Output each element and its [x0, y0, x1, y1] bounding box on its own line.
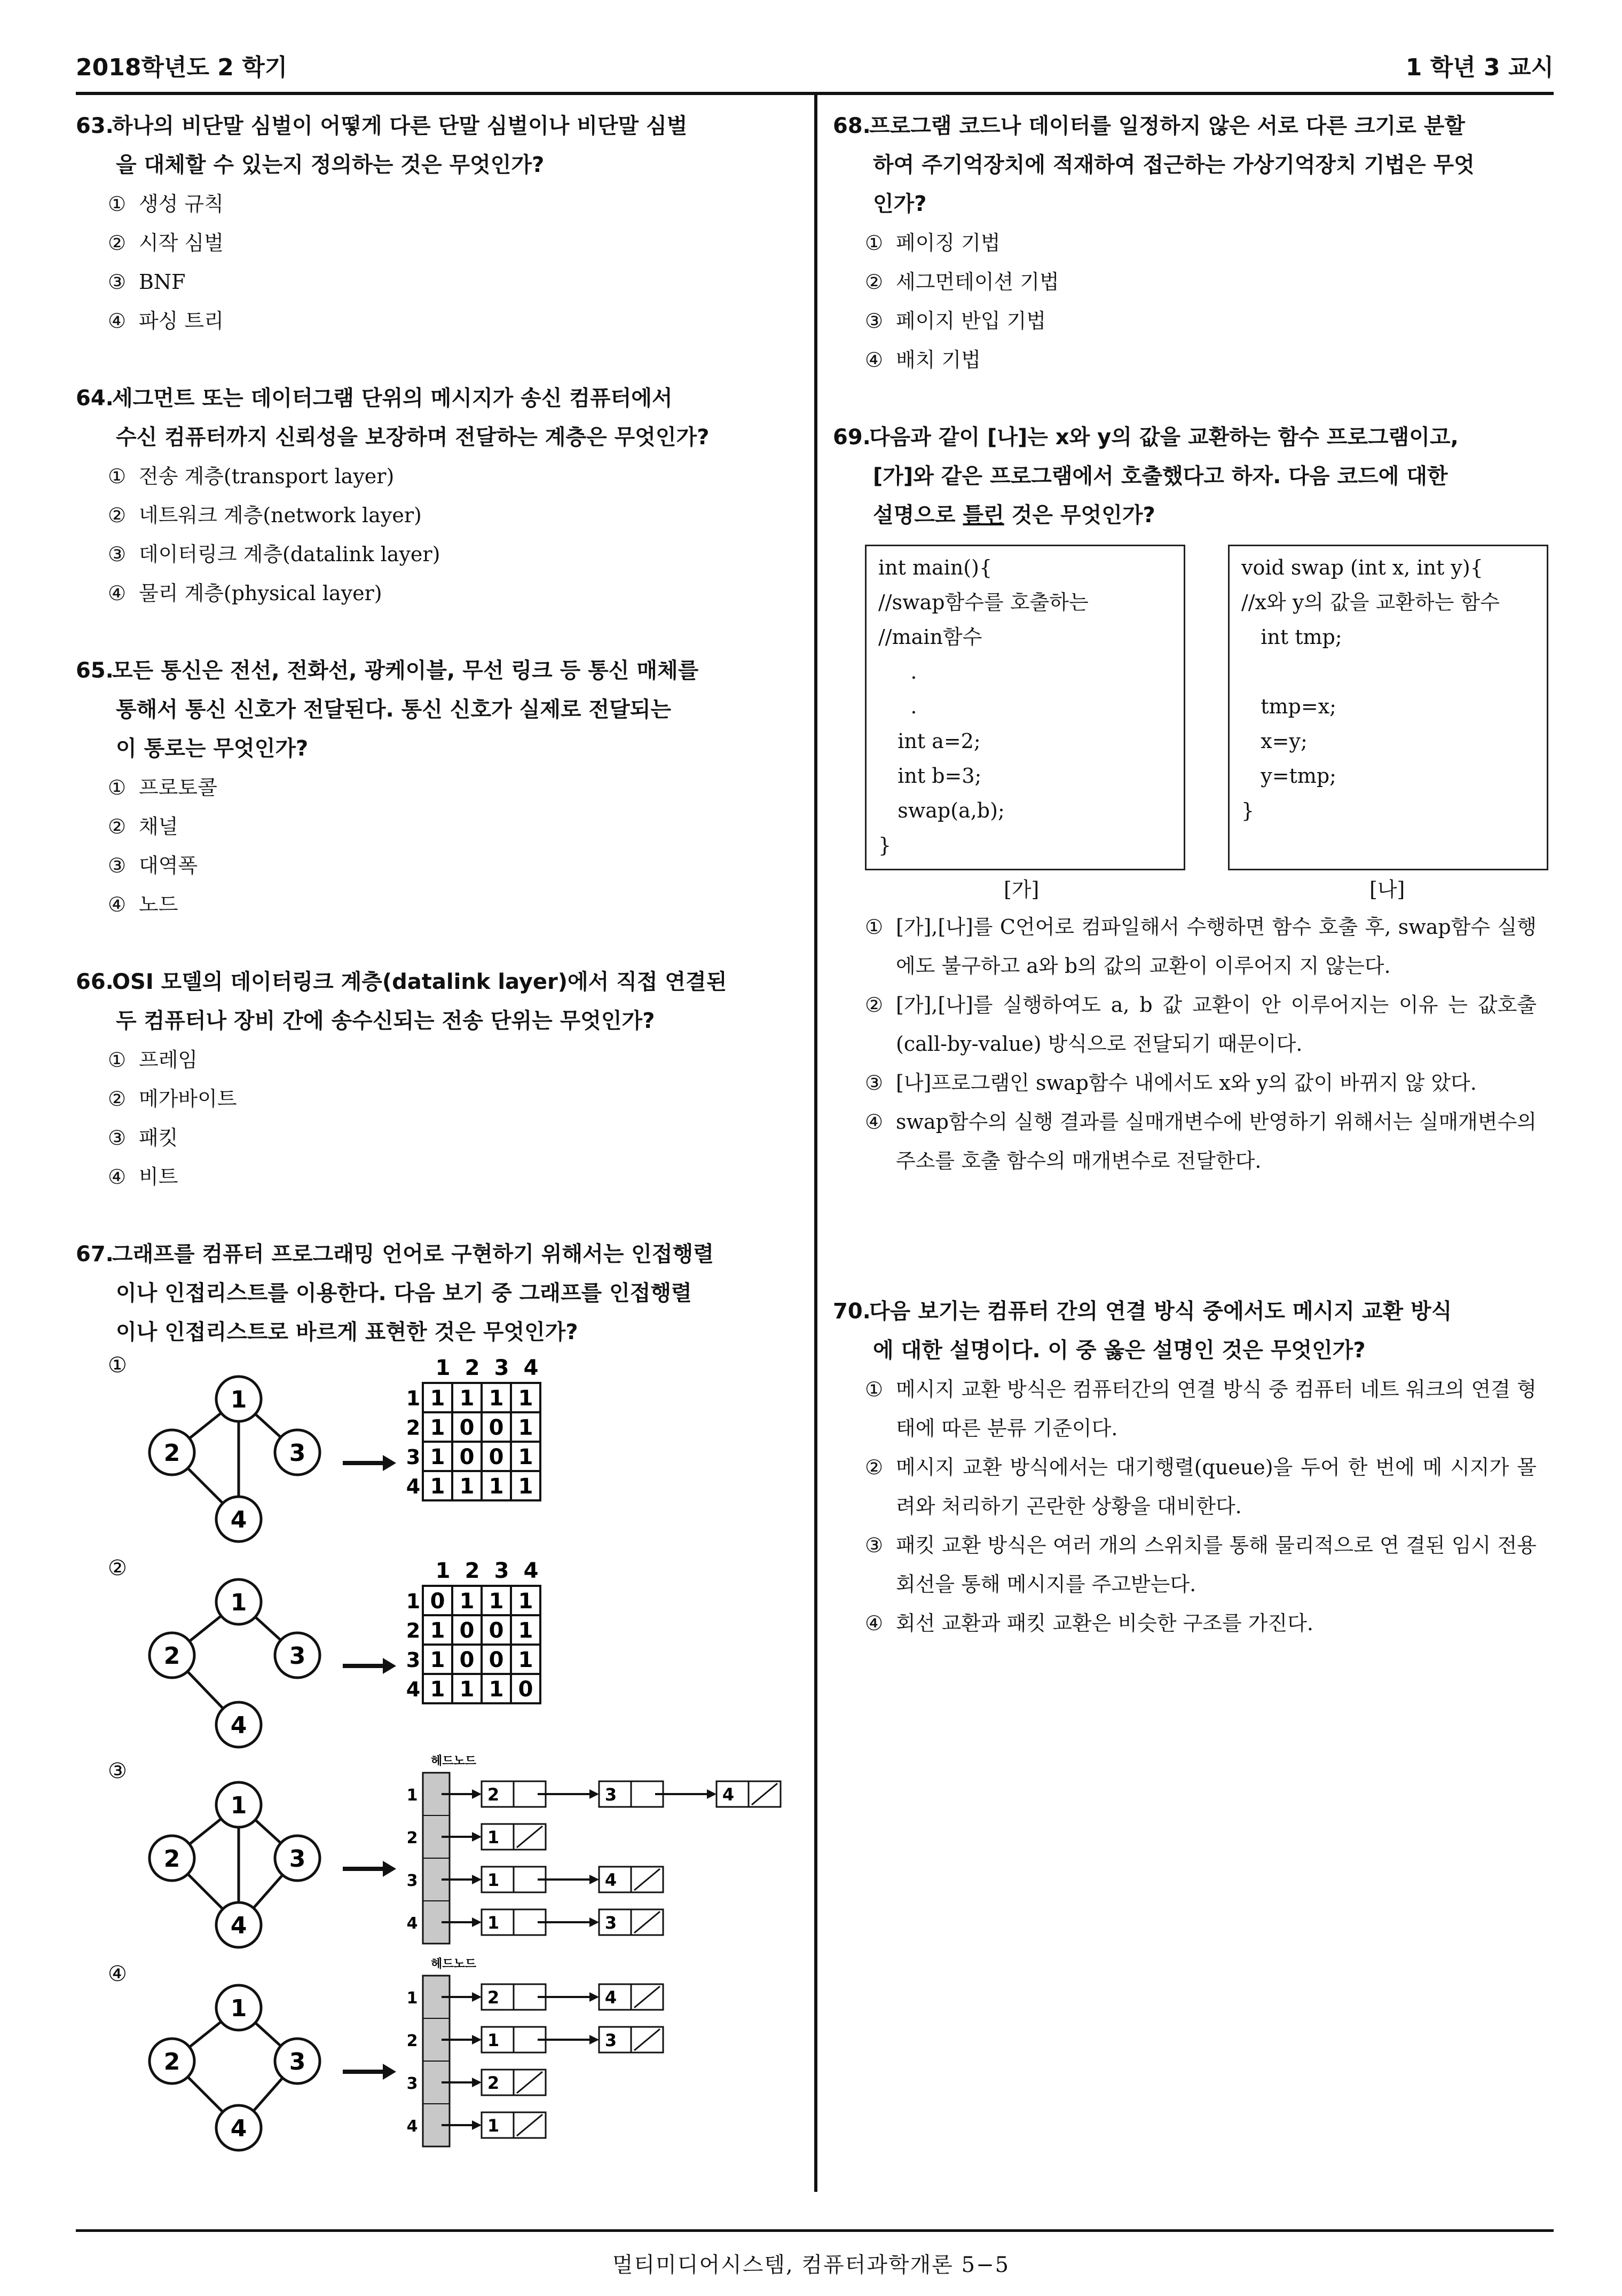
- code-line-main: //main함수: [878, 625, 982, 649]
- matrix-value: 1: [518, 1416, 533, 1440]
- option[interactable]: ④ 비트: [108, 1165, 178, 1189]
- matrix-col-label: 3: [494, 1559, 509, 1583]
- code-line-main: int main(){: [878, 556, 993, 579]
- option-mark: ③: [108, 1759, 127, 1783]
- list-node-value: 3: [604, 1784, 617, 1805]
- graph-node-label: 1: [230, 1386, 247, 1413]
- list-node-value: 1: [487, 2030, 500, 2050]
- graph-node-label: 3: [289, 1845, 306, 1873]
- matrix-value: 1: [430, 1648, 445, 1672]
- matrix-value: 1: [489, 1386, 504, 1411]
- graph-node-label: 2: [163, 1642, 180, 1670]
- list-pointer-head: [472, 1875, 482, 1884]
- list-node-value: 4: [722, 1784, 735, 1805]
- graph-node-label: 1: [230, 1792, 247, 1819]
- code-lines-main: [878, 551, 1172, 863]
- option[interactable]: ④ 배치 기법: [865, 348, 981, 372]
- matrix-value: 1: [459, 1677, 475, 1702]
- matrix-value: 1: [518, 1648, 533, 1672]
- option[interactable]: ① 생성 규칙: [108, 192, 224, 216]
- graph-node-label: 4: [230, 2115, 247, 2142]
- caption-ga: [가]: [1004, 878, 1040, 901]
- option[interactable]: ② [가],[나]를 실행하여도 a, b 값 교환이 안 이루어지는 이유 는 값호출(call-by-value) 방식으로 전달되기 때문이다.: [865, 993, 1537, 1056]
- list-row-label: 3: [406, 1872, 418, 1890]
- option[interactable]: ① 메시지 교환 방식은 컴퓨터간의 연결 방식 중 컴퓨터 네트 워크의 연결 형태에 따른 분류 기준이다.: [865, 1378, 1537, 1440]
- list-row-label: 1: [406, 1786, 418, 1805]
- list-node-value: 1: [487, 2116, 500, 2136]
- option[interactable]: ④ swap함수의 실행 결과를 실매개변수에 반영하기 위해서는 실매개변수의 주소를 호출 함수의 매개변수로 전달한다.: [865, 1110, 1537, 1173]
- matrix-row-label: 4: [406, 1475, 421, 1498]
- footer: 멀티미디어시스템, 컴퓨터과학개론 5−5: [612, 2253, 1010, 2277]
- option[interactable]: ① 프레임: [108, 1048, 198, 1072]
- list-node-value: 2: [487, 1987, 500, 2008]
- matrix-value: 1: [518, 1386, 533, 1411]
- matrix-value: 1: [430, 1386, 445, 1411]
- matrix-value: 1: [430, 1677, 445, 1702]
- option[interactable]: ① 프로토콜: [108, 776, 217, 799]
- matrix-value: 1: [430, 1445, 445, 1469]
- list-pointer-head: [589, 1992, 599, 2002]
- graph-node-label: 4: [230, 1506, 247, 1534]
- column-divider: [814, 93, 817, 2192]
- header-left: 2018학년도 2 학기: [76, 54, 288, 81]
- list-pointer-head: [472, 1917, 482, 1927]
- matrix-value: 0: [518, 1677, 533, 1702]
- option[interactable]: ② 세그먼테이션 기법: [865, 270, 1059, 294]
- matrix-value: 0: [489, 1648, 504, 1672]
- matrix-value: 1: [430, 1618, 445, 1643]
- matrix-value: 1: [489, 1589, 504, 1614]
- matrix-col-label: 4: [523, 1356, 539, 1380]
- option[interactable]: ② 메시지 교환 방식에서는 대기행렬(queue)을 두어 한 번에 메 시지가 몰려와 처리하기 곤란한 상황을 대비한다.: [865, 1456, 1537, 1518]
- option[interactable]: ④ 물리 계층(physical layer): [108, 581, 382, 605]
- matrix-col-label: 1: [435, 1559, 451, 1583]
- list-row-label: 1: [406, 1989, 418, 2008]
- matrix-value: 1: [430, 1416, 445, 1440]
- matrix-value: 0: [430, 1589, 445, 1614]
- graph-node-label: 1: [230, 1589, 247, 1616]
- list-node-value: 1: [487, 1913, 500, 1933]
- option[interactable]: ① 전송 계층(transport layer): [108, 465, 395, 488]
- graph-node-label: 1: [230, 1995, 247, 2022]
- emphasis-wrong: 틀린: [963, 503, 1004, 528]
- matrix-row-label: 2: [406, 1416, 421, 1440]
- option[interactable]: ② 채널: [108, 815, 178, 838]
- matrix-value: 0: [459, 1618, 475, 1643]
- graph-node-label: 3: [289, 2048, 306, 2075]
- code-line-swap: [1241, 655, 1535, 689]
- matrix-value: 0: [459, 1416, 475, 1440]
- matrix-row-label: 4: [406, 1678, 421, 1701]
- q67-figures: [76, 1346, 802, 2179]
- matrix-value: 1: [430, 1474, 445, 1499]
- head-node-label: 헤드노드: [431, 1957, 477, 1971]
- matrix-col-label: 2: [464, 1356, 480, 1380]
- list-row-label: 4: [406, 2117, 418, 2136]
- list-node-value: 2: [487, 2073, 500, 2093]
- list-pointer-head: [707, 1789, 716, 1799]
- matrix-value: 0: [459, 1445, 475, 1469]
- list-pointer-head: [472, 1789, 482, 1799]
- left-column: [76, 107, 802, 1352]
- question-68: 68.프로그램 코드나 데이터를 일정하지 않은 서로 다른 크기로 분할 하여 주기억장치에 적재하여 접근하는 가상기억장치 기법은 무엇 인가? ① 페이징 기법 ② 세그먼테이션 기법 ③ 페이지 반입 기법 ④ 배치 기법: [833, 107, 1554, 380]
- matrix-col-label: 1: [435, 1356, 451, 1380]
- matrix-value: 1: [489, 1474, 504, 1499]
- list-pointer-head: [589, 1789, 599, 1799]
- code-line-swap: //x와 y의 값을 교환하는 함수: [1241, 591, 1500, 614]
- matrix-value: 1: [459, 1589, 475, 1614]
- option-mark: ④: [108, 1962, 127, 1986]
- matrix-value: 1: [518, 1589, 533, 1614]
- code-lines-swap: [1241, 551, 1535, 828]
- list-pointer-head: [472, 1992, 482, 2002]
- list-node-value: 4: [604, 1987, 617, 2008]
- matrix-value: 1: [459, 1474, 475, 1499]
- list-pointer-head: [589, 1875, 599, 1884]
- list-pointer-head: [589, 1917, 599, 1927]
- list-pointer-head: [472, 2078, 482, 2087]
- code-line-main: int a=2;: [878, 729, 981, 753]
- caption-na: [나]: [1369, 878, 1405, 901]
- code-line-swap: tmp=x;: [1241, 695, 1336, 718]
- arrow-head: [383, 1861, 396, 1877]
- option-mark: ②: [108, 1556, 127, 1581]
- list-pointer-head: [589, 2035, 599, 2045]
- option[interactable]: ③ BNF: [108, 270, 186, 294]
- list-node-value: 2: [487, 1784, 500, 1805]
- matrix-row-label: 1: [406, 1387, 421, 1410]
- code-line-swap: y=tmp;: [1241, 764, 1336, 788]
- matrix-value: 0: [489, 1618, 504, 1643]
- matrix-value: 0: [489, 1416, 504, 1440]
- code-box-swap: [1228, 545, 1548, 870]
- graph-node-label: 3: [289, 1440, 306, 1467]
- option[interactable]: ④ 노드: [108, 893, 178, 916]
- matrix-col-label: 4: [523, 1559, 539, 1583]
- option[interactable]: ② 메가바이트: [108, 1087, 237, 1111]
- matrix-value: 1: [518, 1445, 533, 1469]
- option[interactable]: ③ 패킷 교환 방식은 여러 개의 스위치를 통해 물리적으로 연 결된 임시 전용 회선을 통해 메시지를 주고받는다.: [865, 1534, 1537, 1596]
- question-67: 67.그래프를 컴퓨터 프로그래밍 언어로 구현하기 위해서는 인접행렬 이나 인접리스트를 이용한다. 다음 보기 중 그래프를 인접행렬 이나 인접리스트로 바르게 표현한 것은 무엇인가?: [76, 1242, 714, 1344]
- matrix-row-label: 2: [406, 1619, 421, 1642]
- head-node-label: 헤드노드: [431, 1755, 477, 1768]
- arrow-head: [383, 1658, 396, 1674]
- matrix-row-label: 3: [406, 1445, 421, 1469]
- option[interactable]: ③ 패킷: [108, 1126, 178, 1150]
- list-row-label: 4: [406, 1914, 418, 1933]
- code-line-swap: int tmp;: [1241, 625, 1342, 649]
- list-row-label: 2: [406, 1829, 418, 1847]
- matrix-col-label: 2: [464, 1559, 480, 1583]
- matrix-value: 1: [459, 1386, 475, 1411]
- option[interactable]: ② 시작 심벌: [108, 231, 224, 255]
- graph-node-label: 4: [230, 1712, 247, 1739]
- code-line-swap: x=y;: [1241, 729, 1308, 753]
- code-box-main: [865, 545, 1185, 870]
- option[interactable]: ④ 파싱 트리: [108, 309, 224, 333]
- matrix-value: 1: [518, 1618, 533, 1643]
- code-line-main: }: [878, 834, 892, 857]
- arrow-head: [383, 2064, 396, 2080]
- option[interactable]: ③ 페이지 반입 기법: [865, 309, 1046, 333]
- list-node-value: 1: [487, 1827, 500, 1847]
- list-pointer-head: [472, 2120, 482, 2130]
- list-node-value: 3: [604, 1913, 617, 1933]
- graph-node-label: 2: [163, 1440, 180, 1467]
- code-line-main: .: [878, 660, 917, 683]
- question-70: 70.다음 보기는 컴퓨터 간의 연결 방식 중에서도 메시지 교환 방식 에 대한 설명이다. 이 중 옳은 설명인 것은 무엇인가? ① 메시지 교환 방식은 컴퓨터간의 연결 방식 중 컴퓨터 네트 워크의 연결 형태에 따른 분류 기준이다. ② 메시지 교환 방식에서는 대기행렬(queue)을 두어 한 번에 메 시지가 몰려와 처리하기 곤란한 상황을 대비한다. ③ 패킷 교환 방식은 여러 개의 스위치를 통해 물리적으로 연 결된 임시 전용 회선을 통해 메시지를 주고받는다. ④ 회선 교환과 패킷 교환은 비슷한 구조를 가진다.: [833, 1292, 1554, 1643]
- code-line-main: //swap함수를 호출하는: [878, 591, 1089, 614]
- graph-node-label: 2: [163, 1845, 180, 1873]
- graph-node-label: 2: [163, 2048, 180, 2075]
- arrow-head: [383, 1455, 396, 1471]
- code-line-main: .: [878, 695, 917, 718]
- option-mark: ①: [108, 1353, 127, 1378]
- list-node-value: 1: [487, 1870, 500, 1890]
- matrix-value: 1: [518, 1474, 533, 1499]
- list-pointer-head: [472, 1832, 482, 1842]
- option[interactable]: ① 페이징 기법: [865, 231, 1001, 255]
- code-line-swap: void swap (int x, int y){: [1241, 556, 1483, 579]
- q69-options: [833, 908, 1554, 1181]
- question-66: 66.OSI 모델의 데이터링크 계층(datalink layer)에서 직접 연결된 두 컴퓨터나 장비 간에 송수신되는 전송 단위는 무엇인가? ① 프레임 ② 메가바이트 ③ 패킷 ④ 비트: [76, 963, 802, 1197]
- question-64: 64.세그먼트 또는 데이터그램 단위의 메시지가 송신 컴퓨터에서 수신 컴퓨터까지 신뢰성을 보장하며 전달하는 계층은 무엇인가? ① 전송 계층(transport layer) ② 네트워크 계층(network layer) ③ 데이터링크 계층(datalink layer) ④ 물리 계층(physical layer): [76, 379, 802, 613]
- matrix-row-label: 1: [406, 1590, 421, 1613]
- option[interactable]: ③ 대역폭: [108, 854, 198, 877]
- code-line-main: int b=3;: [878, 764, 982, 788]
- right-column: [833, 107, 1554, 535]
- list-pointer-head: [472, 2035, 482, 2045]
- graph-node-label: 3: [289, 1642, 306, 1670]
- option[interactable]: ② 네트워크 계층(network layer): [108, 504, 422, 527]
- option[interactable]: ③ [나]프로그램인 swap함수 내에서도 x와 y의 값이 바뀌지 않 았다.: [865, 1071, 1477, 1095]
- matrix-row-label: 3: [406, 1648, 421, 1672]
- option[interactable]: ① [가],[나]를 C언어로 컴파일해서 수행하면 함수 호출 후, swap함수 실행에도 불구하고 a와 b의 값의 교환이 이루어지 지 않는다.: [865, 915, 1537, 978]
- question-63: 63.하나의 비단말 심벌이 어떻게 다른 단말 심벌이나 비단말 심벌 을 대체할 수 있는지 정의하는 것은 무엇인가? ① 생성 규칙 ② 시작 심벌 ③ BNF ④ 파싱 트리: [76, 107, 802, 341]
- matrix-value: 0: [489, 1445, 504, 1469]
- matrix-value: 1: [489, 1677, 504, 1702]
- question-65: 65.모든 통신은 전선, 전화선, 광케이블, 무선 링크 등 통신 매체를 통해서 통신 신호가 전달된다. 통신 신호가 실제로 전달되는 이 통로는 무엇인가? ① 프로토콜 ② 채널 ③ 대역폭 ④ 노드: [76, 651, 802, 924]
- list-row-label: 2: [406, 2032, 418, 2050]
- matrix-value: 0: [459, 1648, 475, 1672]
- graph-node-label: 4: [230, 1912, 247, 1939]
- list-node-value: 4: [604, 1870, 617, 1890]
- list-node-value: 3: [604, 2030, 617, 2050]
- matrix-col-label: 3: [494, 1356, 509, 1380]
- header-right: 1 학년 3 교시: [1405, 54, 1554, 81]
- footer-rule: [76, 2229, 1554, 2232]
- option[interactable]: ③ 데이터링크 계층(datalink layer): [108, 542, 440, 566]
- question-69: 69.다음과 같이 [나]는 x와 y의 값을 교환하는 함수 프로그램이고, [가]와 같은 프로그램에서 호출했다고 하자. 다음 코드에 대한 설명으로 틀린 것은 무엇인가?: [833, 425, 1459, 528]
- code-line-main: swap(a,b);: [878, 799, 1005, 822]
- option[interactable]: ④ 회선 교환과 패킷 교환은 비슷한 구조를 가진다.: [865, 1611, 1314, 1635]
- list-row-label: 3: [406, 2074, 418, 2093]
- code-line-swap: }: [1241, 799, 1255, 822]
